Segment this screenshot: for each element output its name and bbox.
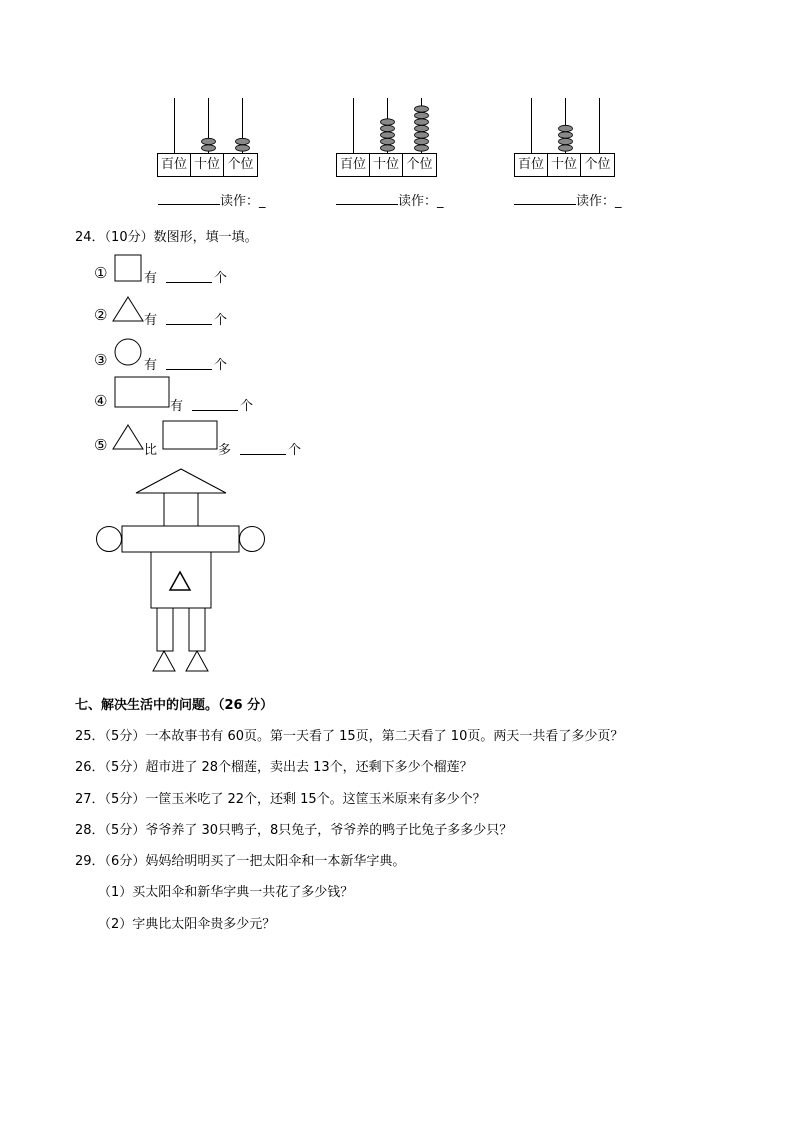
robot-right-foot-triangle (186, 651, 208, 671)
robot-hat-triangle (136, 469, 226, 493)
read-label: 读作：_ (576, 194, 622, 209)
abacus-1-ones-beads (236, 138, 250, 151)
item-text: 有 (144, 358, 158, 373)
bead (236, 138, 250, 144)
answer-blank[interactable] (166, 369, 212, 370)
bead (381, 145, 395, 151)
bead (559, 138, 573, 144)
bead (381, 119, 395, 125)
circle-icon (114, 338, 142, 366)
item-unit: 个 (214, 271, 228, 286)
robot-arms-rect (122, 526, 239, 552)
item-number: ① (94, 264, 108, 282)
bead (381, 138, 395, 144)
item-unit: 个 (214, 358, 228, 373)
bead (202, 145, 216, 151)
bead (415, 112, 429, 118)
label-hundreds: 百位 (337, 154, 370, 176)
answer-blank[interactable] (336, 204, 398, 205)
robot-body-rect (151, 552, 211, 608)
robot-right-leg-rect (189, 608, 205, 651)
bead (559, 132, 573, 138)
answer-blank[interactable] (158, 204, 220, 205)
read-line-1 (158, 190, 266, 209)
bead (559, 145, 573, 151)
place-value-labels (157, 153, 258, 177)
read-label: 读作：_ (398, 194, 444, 209)
label-tens: 十位 (191, 154, 224, 176)
item-text: 有 (144, 313, 158, 328)
abacus-1 (157, 98, 261, 178)
item-text: 有 (144, 271, 158, 286)
triangle-icon (112, 296, 144, 322)
place-value-labels (514, 153, 615, 177)
rectangle-icon (114, 376, 170, 408)
question-25: 25．（5分）一本故事书有 60页。第一天看了 15页，第二天看了 10页。两天一共看了多少页？ (75, 729, 624, 744)
abacus-2-ones-beads (415, 106, 429, 151)
label-tens: 十位 (548, 154, 581, 176)
abacus-2-tens-beads (381, 119, 395, 151)
robot-right-hand-circle (240, 527, 265, 552)
answer-blank[interactable] (514, 204, 576, 205)
q24-title: 24．（10分）数图形，填一填。 (75, 230, 258, 245)
bead (381, 125, 395, 131)
item-text-compare: 比 (144, 443, 158, 458)
item-number: ③ (94, 351, 108, 369)
bead (415, 132, 429, 138)
item-number: ② (94, 306, 108, 324)
label-hundreds: 百位 (158, 154, 191, 176)
item-number: ④ (94, 392, 108, 410)
answer-blank[interactable] (240, 454, 286, 455)
label-ones: 个位 (584, 157, 611, 172)
square-icon (114, 254, 142, 282)
robot-figure (94, 468, 268, 674)
bead (236, 145, 250, 151)
robot-chest-triangle (170, 572, 190, 590)
robot-left-foot-triangle (153, 651, 175, 671)
bead (415, 145, 429, 151)
place-value-labels (336, 153, 437, 177)
read-line-3 (514, 190, 622, 209)
section-7-title: 七、解决生活中的问题。（26 分） (75, 698, 274, 713)
item-unit: 个 (214, 313, 228, 328)
abacus-1-tens-beads (202, 138, 216, 151)
question-27: 27．（5分）一筐玉米吃了 22个，还剩 15个。这筐玉米原来有多少个？ (75, 792, 486, 807)
abacus-beads (514, 98, 618, 154)
abacus-3 (514, 98, 618, 178)
answer-blank[interactable] (192, 410, 238, 411)
abacus-beads (336, 98, 440, 154)
question-26: 26．（5分）超市进了 28个榴莲，卖出去 13个，还剩下多少个榴莲？ (75, 760, 473, 775)
label-ones: 个位 (406, 157, 433, 172)
item-text: 有 (170, 399, 184, 414)
robot-left-hand-circle (97, 527, 122, 552)
bead (559, 125, 573, 131)
answer-blank[interactable] (166, 282, 212, 283)
bead (415, 125, 429, 131)
question-29-part-1: （1）买太阳伞和新华字典一共花了多少钱？ (98, 885, 354, 900)
answer-blank[interactable] (166, 324, 212, 325)
item-number: ⑤ (94, 436, 108, 454)
abacus-3-tens-beads (559, 125, 573, 151)
question-28: 28．（5分）爷爷养了 30只鸭子，8只兔子，爷爷养的鸭子比兔子多多少只？ (75, 823, 513, 838)
label-tens: 十位 (370, 154, 403, 176)
bead (202, 138, 216, 144)
robot-left-leg-rect (157, 608, 173, 651)
bead (415, 138, 429, 144)
label-hundreds: 百位 (515, 154, 548, 176)
abacus-2 (336, 98, 440, 178)
item-text-more: 多 (218, 443, 232, 458)
bead (415, 106, 429, 112)
read-label: 读作：_ (220, 194, 266, 209)
robot-head-rect (164, 493, 198, 526)
question-29-part-2: （2）字典比太阳伞贵多少元？ (98, 917, 276, 932)
item-unit: 个 (288, 443, 302, 458)
triangle-icon (112, 424, 144, 450)
abacus-beads (157, 98, 261, 154)
read-line-2 (336, 190, 444, 209)
label-ones: 个位 (227, 157, 254, 172)
rectangle-icon (162, 420, 218, 450)
bead (415, 119, 429, 125)
question-29: 29．（6分）妈妈给明明买了一把太阳伞和一本新华字典。 (75, 854, 406, 869)
item-unit: 个 (240, 399, 254, 414)
bead (381, 132, 395, 138)
